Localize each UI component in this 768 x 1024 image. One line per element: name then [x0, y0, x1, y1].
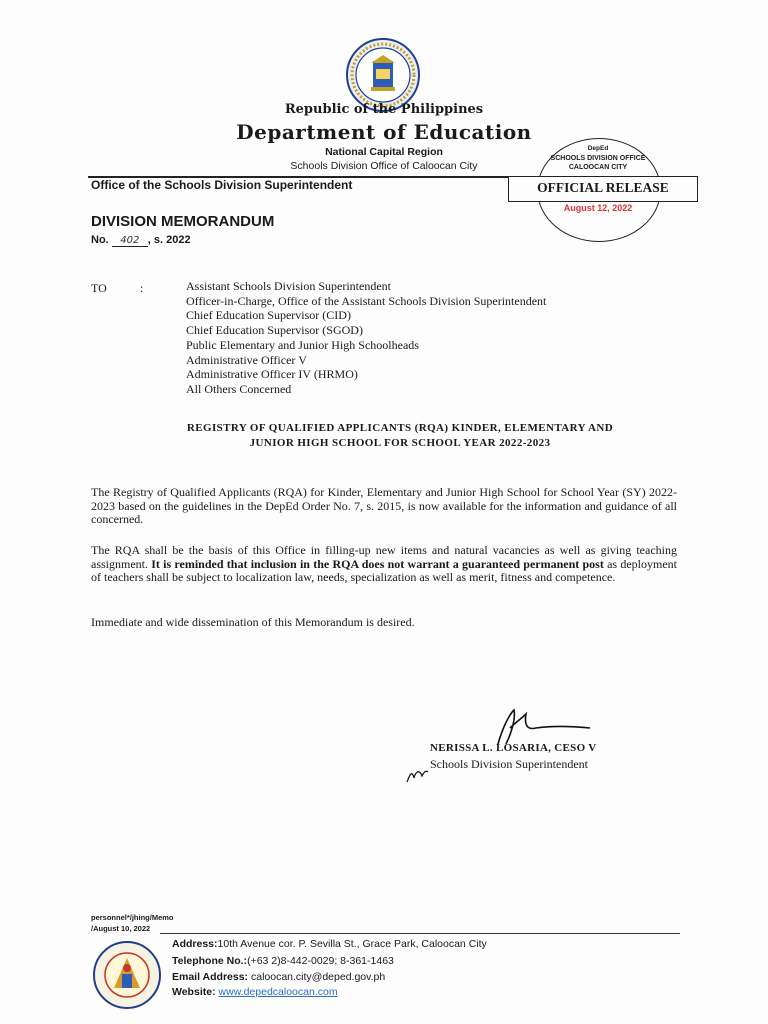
website-label: Website: — [172, 986, 216, 998]
stamp-title: OFFICIAL RELEASE — [537, 180, 669, 195]
recipient-item: Chief Education Supervisor (CID) — [186, 308, 351, 323]
signatory-name: NERISSA L. LOSARIA, CESO V — [430, 742, 597, 754]
recipient-item: Officer-in-Charge, Office of the Assistant Schools Division Superintendent — [186, 293, 547, 308]
footer-website — [172, 986, 338, 998]
recipient-item: Administrative Officer V — [186, 352, 307, 367]
memo-title: DIVISION MEMORANDUM — [91, 213, 275, 230]
signatory-title: Schools Division Superintendent — [430, 757, 588, 771]
initials-mark — [404, 760, 430, 786]
p2-text-c: as deployment of teachers shall be subject to localization law, needs, specialization as well as merit, fitness and competence. — [91, 556, 678, 585]
sdo-caloocan-seal-logo — [92, 940, 162, 1010]
p2-text-a: The RQA shall be the basis of this Office in filling-up new items and natural vacancies as well as giving teaching assignment. — [91, 543, 677, 571]
subject-line-2: JUNIOR HIGH SCHOOL FOR SCHOOL YEAR 2022-2023 — [249, 437, 551, 449]
reference-code: personnel*/jhing/Memo — [91, 913, 174, 922]
division-office-header: Schools Division Office of Caloocan City — [290, 160, 478, 172]
subject-line-1: REGISTRY OF QUALIFIED APPLICANTS (RQA) KINDER, ELEMENTARY AND — [186, 422, 614, 434]
region-header: National Capital Region — [325, 146, 443, 158]
footer-divider — [160, 933, 680, 934]
address-label: Address: — [172, 938, 218, 950]
republic-header: Republic of the Philippines — [284, 102, 484, 117]
stamp-line-city: CALOOCAN CITY — [568, 164, 628, 171]
body-paragraph-3: Immediate and wide dissemination of this Memorandum is desired. — [91, 615, 415, 629]
memo-number-line — [91, 234, 191, 247]
email-value: caloocan.city@deped.gov.ph — [250, 971, 386, 983]
recipient-item: All Others Concerned — [186, 381, 292, 396]
website-link[interactable]: www.depedcaloocan.com — [218, 986, 338, 998]
stamp-line-deped: DepEd — [587, 145, 609, 152]
reference-date: /August 10, 2022 — [91, 924, 151, 933]
email-label: Email Address: — [172, 971, 249, 983]
memo-series: , s. 2022 — [147, 234, 191, 246]
memo-number: 402 — [112, 235, 148, 247]
recipient-item: Chief Education Supervisor (SGOD) — [186, 323, 363, 338]
body-paragraph-1: The Registry of Qualified Applicants (RQA) for Kinder, Elementary and Junior High School for School Year (SY) 2022-2023 based on the guidelines in the DepEd Order No. 7, s. 2015, is now available for the information and guidance of all concerned. — [91, 485, 677, 527]
telephone-value: (+63 2)8-442-0029; 8-361-1463 — [247, 955, 394, 967]
to-colon: : — [140, 281, 144, 295]
recipient-item: Public Elementary and Junior High Schoolheads — [186, 337, 419, 352]
telephone-label: Telephone No.: — [172, 955, 248, 967]
memo-subject — [130, 421, 670, 451]
memo-no-label: No. — [91, 234, 109, 246]
p2-emphasis: It is reminded that inclusion in the RQA does not warrant a guaranteed permanent post — [151, 556, 604, 571]
footer-telephone — [172, 955, 394, 967]
department-header: Department of Education — [236, 120, 532, 144]
recipient-item: Administrative Officer IV (HRMO) — [186, 367, 358, 382]
stamp-line-office: SCHOOLS DIVISION OFFICE — [550, 155, 646, 162]
footer-address — [172, 938, 487, 950]
address-value: 10th Avenue cor. P. Sevilla St., Grace Park, Caloocan City — [217, 938, 487, 950]
stamp-date: August 12, 2022 — [563, 203, 633, 213]
recipient-item: Assistant Schools Division Superintendent — [186, 279, 391, 293]
body-paragraph-2 — [91, 544, 677, 585]
to-label: TO — [91, 281, 107, 295]
recipient-list — [186, 279, 546, 397]
footer-email — [172, 971, 385, 983]
office-label: Office of the Schools Division Superintendent — [91, 178, 353, 192]
